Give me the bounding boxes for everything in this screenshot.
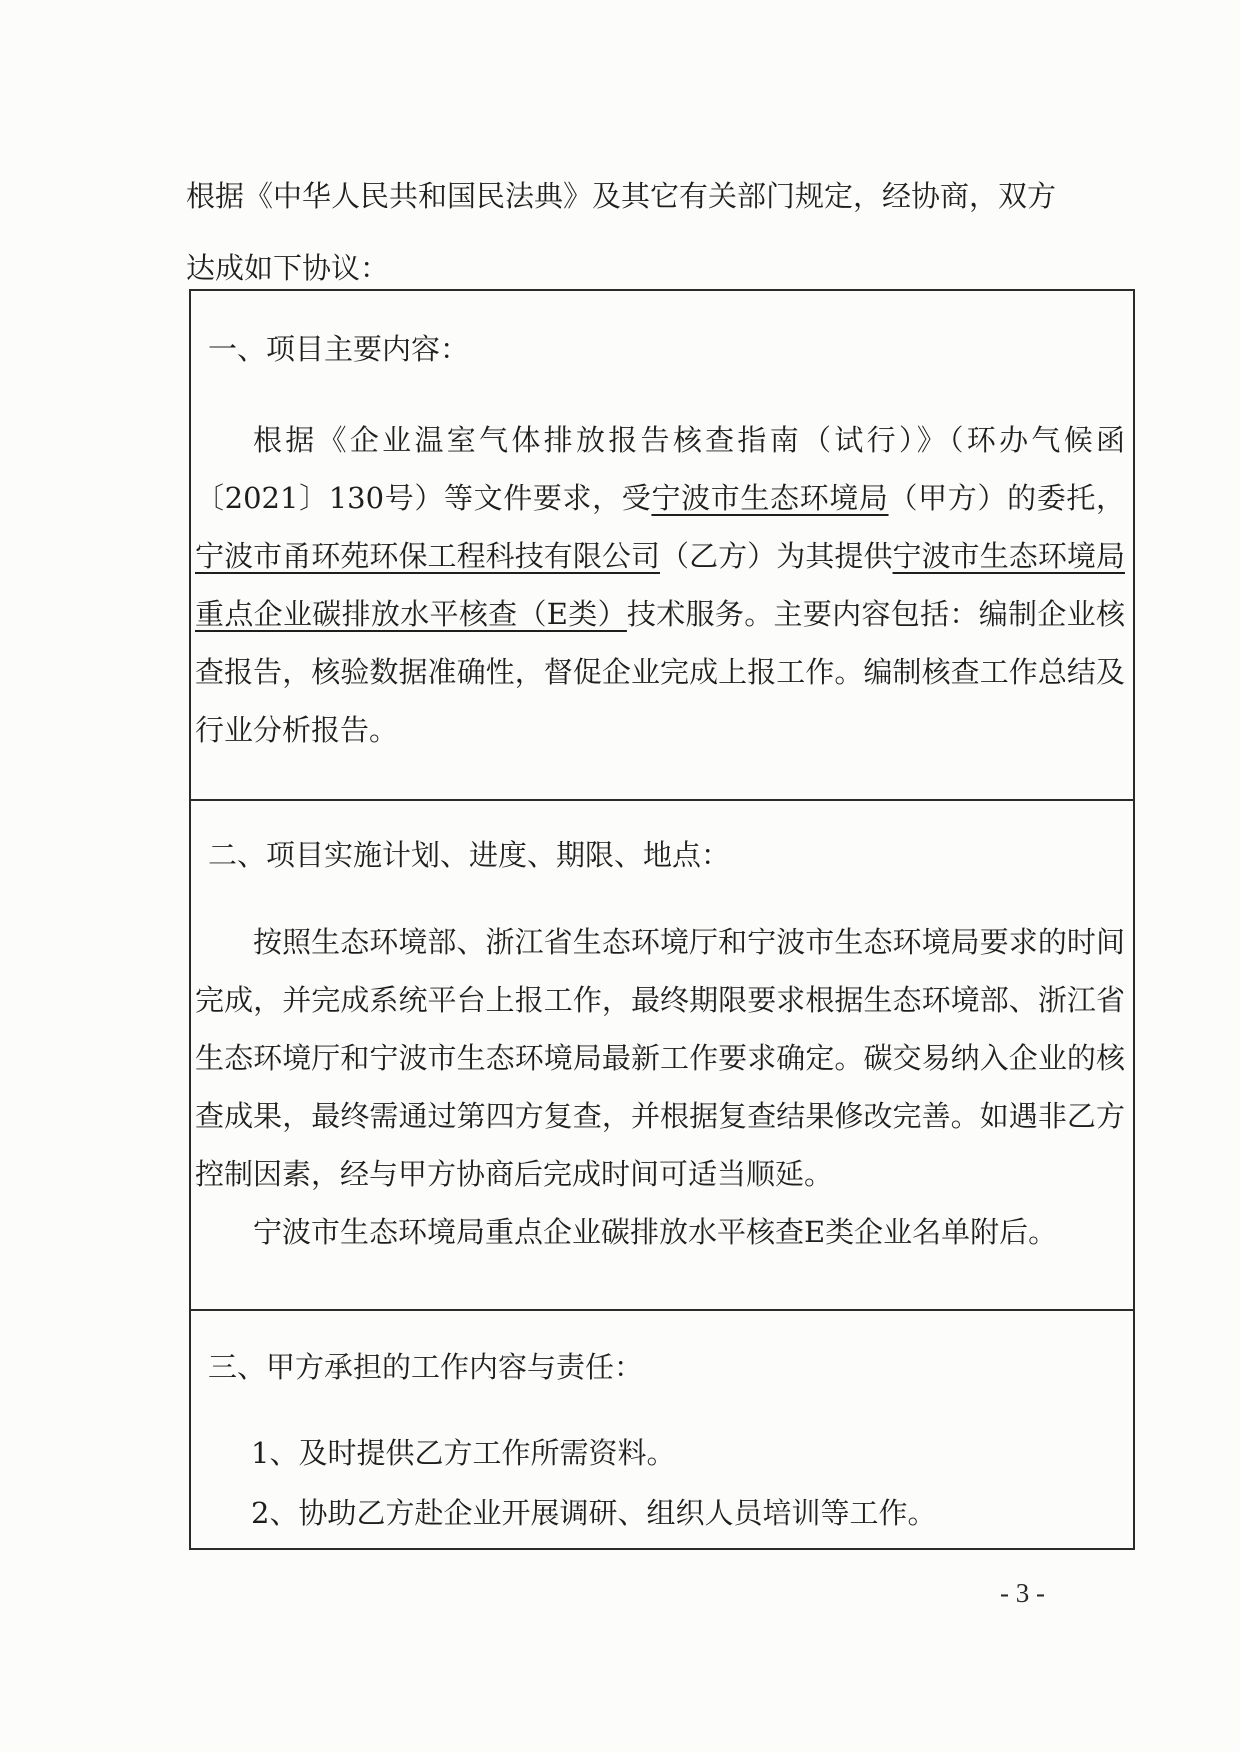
section1-text-d: 技术服务。主要内容包括：编制企业核查报告，核验数据准确性，督促企业完成上报工作。编制核查工作总结及行业分析报告。	[195, 597, 1125, 747]
intro-line-1: 根据《中华人民共和国民法典》及其它有关部门规定，经协商，双方	[186, 179, 1057, 213]
section2-paragraph-1: 按照生态环境部、浙江省生态环境厅和宁波市生态环境局要求的时间完成，并完成系统平台上报工作，最终期限要求根据生态环境部、浙江省生态环境厅和宁波市生态环境局最新工作要求确定。碳交易纳入企业的核查成果，最终需通过第四方复查，并根据复查结果修改完善。如遇非乙方控制因素，经与甲方协商后完成时间可适当顺延。	[195, 925, 1125, 1191]
page-number: - 3 -	[1000, 1578, 1045, 1608]
party-a-name: 宁波市生态环境局	[651, 481, 889, 515]
section2-paragraph-2: 宁波市生态环境局重点企业碳排放水平核查E类企业名单附后。	[253, 1215, 1058, 1249]
section2-heading: 二、项目实施计划、进度、期限、地点：	[208, 838, 731, 872]
section2-body	[191, 913, 1137, 1261]
section1-text-b: （甲方）的委托，	[888, 481, 1125, 515]
section1-heading: 一、项目主要内容：	[208, 332, 470, 366]
service-name: 宁波市生态环境局重点企业碳排放水平核查（E类）	[195, 539, 1125, 631]
intro-line-2: 达成如下协议：	[186, 251, 390, 285]
party-b-name: 宁波市甬环苑环保工程科技有限公司	[195, 539, 661, 573]
section-implementation-plan	[191, 799, 1133, 1309]
intro-paragraph	[186, 160, 1066, 304]
agreement-table	[189, 289, 1135, 1550]
section-party-a-duties	[191, 1309, 1133, 1550]
section1-text-c: （乙方）为其提供	[660, 539, 893, 573]
section1-text-a: 根据《企业温室气体排放报告核查指南（试行）》（环办气候函〔2021〕130号）等文件要求，受	[195, 423, 1125, 515]
section1-body	[191, 411, 1137, 759]
section-project-content	[191, 291, 1133, 799]
duty-item-1: 1、及时提供乙方工作所需资料。	[251, 1436, 676, 1470]
section3-heading: 三、甲方承担的工作内容与责任：	[208, 1350, 644, 1384]
duty-item-2: 2、协助乙方赴企业开展调研、组织人员培训等工作。	[251, 1496, 937, 1530]
